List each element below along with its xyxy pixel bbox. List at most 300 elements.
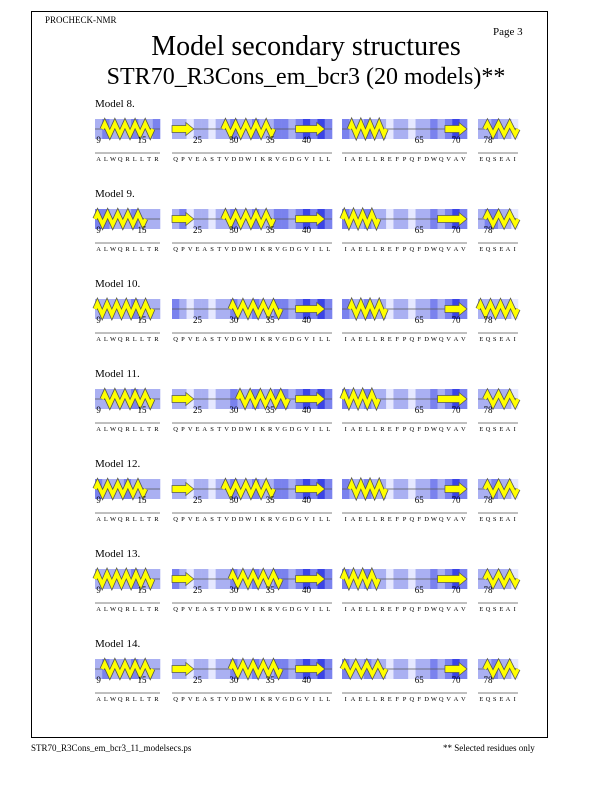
residue-letter: W [430, 516, 437, 523]
residue-letter: L [139, 156, 144, 163]
residue-letter: T [217, 516, 222, 523]
residue-letter: S [210, 696, 214, 703]
residue-letter: W [109, 426, 117, 433]
residue-letter: W [109, 516, 117, 523]
model-label: Model 12. [95, 458, 141, 470]
residue-letter: Q [409, 336, 415, 343]
residue-letter: E [387, 696, 392, 703]
residue-letter: A [350, 516, 356, 523]
residue-number: 70 [451, 405, 461, 415]
residue-number: 40 [302, 405, 312, 415]
residue-letter: Q [173, 426, 178, 433]
residue-number: 30 [229, 675, 239, 685]
residue-number: 15 [137, 405, 147, 415]
residue-letter: A [96, 246, 101, 253]
residue-letter: A [350, 606, 356, 613]
residue-letter: L [139, 696, 144, 703]
residue-letter: L [132, 696, 137, 703]
residue-letter: E [479, 336, 484, 343]
residue-letter: Q [117, 156, 123, 163]
residue-letter: W [430, 606, 437, 613]
residue-letter: E [499, 156, 504, 163]
residue-letter: E [479, 246, 484, 253]
residue-letter: Q [438, 606, 444, 613]
model-label: Model 9. [95, 188, 135, 200]
residue-letter: V [187, 246, 193, 253]
residue-letter: E [387, 516, 392, 523]
residue-letter: A [350, 426, 356, 433]
residue-letter: D [231, 156, 237, 163]
residue-letter: L [373, 516, 378, 523]
residue-number: 35 [265, 495, 275, 505]
residue-letter: W [430, 156, 437, 163]
residue-letter: P [181, 606, 185, 613]
residue-letter: V [224, 696, 229, 703]
residue-letter: P [402, 156, 407, 163]
residue-letter: V [460, 426, 466, 433]
residue-letter: Q [485, 516, 491, 523]
residue-letter: S [492, 516, 497, 523]
residue-letter: R [268, 606, 273, 613]
segment-strip [172, 479, 332, 523]
residue-letter: F [395, 246, 399, 253]
residue-letter: Q [117, 606, 123, 613]
residue-letter: T [217, 246, 222, 253]
residue-letter: D [424, 246, 429, 253]
residue-letter: Q [173, 696, 178, 703]
residue-letter: G [296, 606, 302, 613]
residue-letter: L [365, 336, 370, 343]
residue-letter: D [424, 606, 429, 613]
residue-number: 9 [96, 315, 101, 325]
residue-number: 9 [96, 405, 101, 415]
segment-strip [478, 479, 518, 523]
residue-letter: A [350, 336, 356, 343]
residue-letter: Q [485, 426, 491, 433]
residue-letter: E [479, 156, 484, 163]
residue-letter: E [387, 606, 392, 613]
residue-letter: S [492, 156, 497, 163]
residue-letter: S [492, 336, 497, 343]
segment-strip [478, 659, 518, 703]
residue-letter: A [453, 516, 459, 523]
residue-letter: I [312, 426, 315, 433]
residue-letter: F [395, 696, 399, 703]
residue-number: 78 [483, 135, 493, 145]
residue-number: 70 [451, 135, 461, 145]
residue-number: 40 [302, 585, 312, 595]
residue-letter: W [109, 336, 117, 343]
residue-number: 65 [414, 585, 424, 595]
residue-letter: R [125, 246, 130, 253]
segment-strip [342, 209, 467, 253]
residue-letter: S [210, 336, 214, 343]
segment-strip [478, 569, 518, 613]
residue-letter: R [125, 336, 130, 343]
residue-number: 78 [483, 675, 493, 685]
residue-letter: A [96, 606, 101, 613]
segment-strip [95, 389, 160, 433]
segment-strip [342, 389, 467, 433]
residue-letter: L [103, 606, 108, 613]
residue-letter: P [181, 426, 185, 433]
residue-number: 35 [265, 225, 275, 235]
residue-letter: A [453, 696, 459, 703]
residue-letter: V [304, 426, 309, 433]
residue-letter: D [424, 336, 429, 343]
residue-number: 15 [137, 675, 147, 685]
residue-letter: F [417, 246, 422, 253]
residue-letter: I [513, 336, 516, 343]
residue-letter: V [224, 336, 229, 343]
residue-letter: I [344, 156, 347, 163]
residue-letter: P [402, 516, 407, 523]
residue-letter: A [202, 336, 208, 343]
program-name: PROCHECK-NMR [45, 15, 117, 25]
residue-number: 9 [96, 675, 101, 685]
segment-strip [95, 659, 160, 703]
residue-letter: P [402, 336, 407, 343]
residue-letter: D [238, 516, 244, 523]
residue-letter: D [231, 426, 237, 433]
residue-letter: I [312, 516, 315, 523]
residue-letter: I [344, 516, 347, 523]
segment-strip [95, 119, 160, 163]
residue-letter: V [446, 696, 451, 703]
residue-letter: I [513, 426, 516, 433]
residue-number: 78 [483, 495, 493, 505]
residue-letter: V [187, 336, 193, 343]
residue-letter: E [195, 156, 200, 163]
residue-letter: V [224, 606, 229, 613]
residue-letter: V [275, 336, 280, 343]
segment-strip [478, 119, 518, 163]
residue-letter: V [446, 336, 451, 343]
residue-letter: T [217, 156, 222, 163]
model-block [95, 188, 518, 253]
residue-number: 35 [265, 405, 275, 415]
residue-letter: T [147, 606, 152, 613]
residue-letter: L [365, 516, 370, 523]
residue-letter: Q [438, 336, 444, 343]
segment-strip [342, 119, 467, 163]
residue-letter: L [373, 336, 378, 343]
residue-letter: I [344, 606, 347, 613]
residue-letter: F [395, 156, 399, 163]
residue-letter: V [275, 246, 280, 253]
residue-letter: L [103, 156, 108, 163]
page-subtitle: STR70_R3Cons_em_bcr3 (20 models)** [106, 64, 506, 90]
residue-letter: L [319, 516, 324, 523]
residue-letter: V [304, 516, 309, 523]
residue-letter: G [296, 156, 302, 163]
residue-letter: G [296, 246, 302, 253]
residue-letter: I [344, 696, 347, 703]
residue-letter: L [139, 336, 144, 343]
residue-letter: R [268, 156, 273, 163]
residue-letter: V [460, 336, 466, 343]
residue-letter: E [499, 246, 504, 253]
residue-letter: A [505, 336, 511, 343]
residue-letter: V [304, 156, 309, 163]
residue-letter: P [181, 336, 185, 343]
residue-letter: F [417, 156, 422, 163]
residue-letter: T [217, 606, 222, 613]
residue-number: 65 [414, 315, 424, 325]
residue-letter: R [268, 426, 273, 433]
residue-number: 40 [302, 495, 312, 505]
residue-letter: V [446, 606, 451, 613]
residue-letter: E [499, 516, 504, 523]
residue-letter: S [210, 606, 214, 613]
residue-letter: L [319, 606, 324, 613]
residue-letter: W [109, 246, 117, 253]
residue-letter: L [373, 696, 378, 703]
residue-letter: F [395, 336, 399, 343]
residue-letter: L [326, 696, 331, 703]
residue-letter: L [139, 606, 144, 613]
page-title: Model secondary structures [151, 31, 461, 62]
residue-letter: E [479, 516, 484, 523]
residue-letter: A [505, 696, 511, 703]
residue-number: 30 [229, 315, 239, 325]
residue-letter: I [254, 336, 257, 343]
residue-letter: Q [173, 516, 178, 523]
residue-letter: W [109, 696, 117, 703]
residue-letter: E [479, 426, 484, 433]
residue-letter: W [245, 156, 252, 163]
residue-letter: Q [117, 696, 123, 703]
residue-letter: I [344, 426, 347, 433]
residue-letter: G [282, 246, 288, 253]
residue-number: 25 [192, 135, 202, 145]
residue-letter: S [210, 246, 214, 253]
residue-letter: L [139, 246, 144, 253]
residue-letter: D [289, 336, 295, 343]
residue-letter: R [125, 516, 130, 523]
residue-letter: Q [409, 696, 415, 703]
residue-letter: Q [438, 426, 444, 433]
residue-letter: L [132, 426, 137, 433]
residue-letter: P [181, 246, 185, 253]
residue-letter: P [402, 696, 407, 703]
residue-letter: R [154, 696, 159, 703]
residue-letter: L [132, 246, 137, 253]
residue-letter: D [238, 336, 244, 343]
residue-letter: I [344, 246, 347, 253]
residue-letter: T [147, 336, 152, 343]
residue-letter: I [513, 246, 516, 253]
residue-letter: Q [117, 516, 123, 523]
residue-letter: S [492, 696, 497, 703]
residue-number: 35 [265, 675, 275, 685]
residue-letter: R [380, 156, 385, 163]
segment-strip [95, 479, 160, 523]
segment-strip [172, 299, 332, 343]
residue-letter: P [402, 426, 407, 433]
residue-letter: F [417, 696, 422, 703]
residue-letter: R [125, 156, 130, 163]
residue-letter: L [103, 516, 108, 523]
residue-letter: I [312, 606, 315, 613]
residue-number: 65 [414, 495, 424, 505]
residue-letter: P [181, 156, 185, 163]
residue-letter: G [282, 696, 288, 703]
residue-letter: E [358, 156, 363, 163]
residue-letter: R [154, 246, 159, 253]
residue-letter: V [275, 696, 280, 703]
residue-letter: W [245, 606, 252, 613]
residue-letter: D [231, 696, 237, 703]
residue-letter: T [147, 426, 152, 433]
residue-letter: Q [485, 156, 491, 163]
residue-number: 15 [137, 225, 147, 235]
residue-letter: A [96, 426, 101, 433]
residue-number: 70 [451, 495, 461, 505]
residue-letter: V [187, 606, 193, 613]
residue-letter: V [460, 246, 466, 253]
residue-letter: I [513, 156, 516, 163]
residue-letter: V [460, 516, 466, 523]
residue-letter: V [187, 426, 193, 433]
residue-letter: R [125, 426, 130, 433]
residue-letter: L [319, 426, 324, 433]
residue-number: 25 [192, 495, 202, 505]
residue-letter: R [154, 426, 159, 433]
residue-letter: A [350, 246, 356, 253]
residue-number: 25 [192, 405, 202, 415]
residue-letter: L [139, 426, 144, 433]
residue-letter: L [132, 516, 137, 523]
residue-letter: L [365, 156, 370, 163]
residue-letter: E [195, 516, 200, 523]
residue-letter: V [460, 156, 466, 163]
residue-letter: V [187, 516, 193, 523]
residue-letter: Q [173, 606, 178, 613]
residue-letter: A [505, 156, 511, 163]
residue-letter: S [210, 156, 214, 163]
segment-strip [478, 389, 518, 433]
residue-letter: R [154, 336, 159, 343]
residue-letter: Q [438, 246, 444, 253]
residue-letter: L [373, 606, 378, 613]
residue-letter: I [254, 606, 257, 613]
residue-letter: V [304, 606, 309, 613]
residue-letter: V [224, 156, 229, 163]
model-block [95, 548, 518, 613]
residue-letter: P [402, 246, 407, 253]
residue-letter: A [453, 336, 459, 343]
residue-letter: Q [409, 516, 415, 523]
residue-letter: D [289, 156, 295, 163]
segment-strip [342, 299, 467, 343]
residue-letter: K [260, 156, 266, 163]
residue-letter: A [453, 246, 459, 253]
residue-number: 30 [229, 405, 239, 415]
segment-strip [478, 299, 518, 343]
residue-number: 70 [451, 315, 461, 325]
residue-letter: V [304, 696, 309, 703]
residue-letter: Q [438, 156, 444, 163]
residue-number: 30 [229, 135, 239, 145]
residue-letter: L [103, 696, 108, 703]
residue-number: 15 [137, 135, 147, 145]
residue-letter: K [260, 696, 266, 703]
residue-letter: E [499, 696, 504, 703]
residue-letter: L [103, 426, 108, 433]
residue-letter: L [103, 336, 108, 343]
residue-letter: L [365, 696, 370, 703]
residue-letter: W [245, 426, 252, 433]
residue-letter: I [312, 156, 315, 163]
residue-letter: I [254, 426, 257, 433]
residue-letter: A [453, 426, 459, 433]
residue-letter: D [424, 426, 429, 433]
residue-letter: V [446, 426, 451, 433]
residue-letter: E [195, 696, 200, 703]
residue-letter: L [326, 606, 331, 613]
residue-letter: E [387, 426, 392, 433]
residue-letter: L [132, 156, 137, 163]
residue-letter: S [210, 516, 214, 523]
residue-letter: W [245, 696, 252, 703]
residue-number: 9 [96, 585, 101, 595]
residue-letter: L [319, 696, 324, 703]
residue-letter: L [373, 156, 378, 163]
residue-letter: E [358, 336, 363, 343]
residue-number: 9 [96, 225, 101, 235]
residue-letter: T [147, 696, 152, 703]
residue-letter: V [304, 246, 309, 253]
residue-letter: V [460, 696, 466, 703]
residue-letter: R [154, 516, 159, 523]
residue-letter: P [181, 516, 185, 523]
residue-letter: Q [117, 246, 123, 253]
residue-letter: A [350, 156, 356, 163]
segment-strip [95, 569, 160, 613]
residue-letter: Q [117, 336, 123, 343]
residue-number: 30 [229, 495, 239, 505]
residue-letter: V [304, 336, 309, 343]
residue-number: 78 [483, 225, 493, 235]
residue-letter: V [275, 606, 280, 613]
model-block [95, 98, 518, 163]
residue-letter: W [430, 336, 437, 343]
residue-letter: R [380, 606, 385, 613]
residue-letter: I [312, 246, 315, 253]
residue-number: 15 [137, 315, 147, 325]
residue-number: 78 [483, 585, 493, 595]
residue-letter: W [109, 606, 117, 613]
residue-letter: T [217, 426, 222, 433]
residue-letter: F [417, 426, 422, 433]
residue-letter: E [387, 336, 392, 343]
segment-strip [342, 659, 467, 703]
residue-letter: R [125, 696, 130, 703]
residue-letter: E [479, 696, 484, 703]
page-number: Page 3 [493, 26, 523, 38]
residue-number: 25 [192, 225, 202, 235]
residue-letter: D [289, 426, 295, 433]
residue-letter: A [202, 696, 208, 703]
residue-letter: G [296, 426, 302, 433]
residue-letter: D [424, 696, 429, 703]
residue-number: 40 [302, 315, 312, 325]
residue-letter: E [499, 426, 504, 433]
residue-letter: V [224, 516, 229, 523]
residue-letter: I [312, 696, 315, 703]
segment-strip [172, 209, 332, 253]
